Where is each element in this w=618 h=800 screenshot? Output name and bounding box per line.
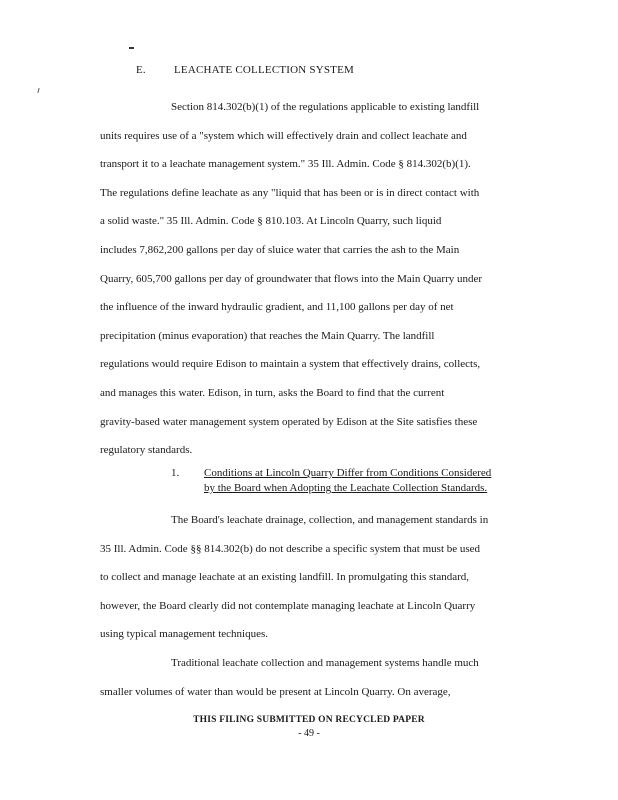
text-line: a solid waste." 35 Ill. Admin. Code § 810.103. At Lincoln Quarry, such liquid <box>100 215 442 228</box>
section-heading <box>136 64 354 76</box>
section-number: E. <box>136 64 146 76</box>
scan-mark <box>37 88 39 93</box>
text-line: transport it to a leachate management system." 35 Ill. Admin. Code § 814.302(b)(1). <box>100 158 471 171</box>
text-line: smaller volumes of water than would be present at Lincoln Quarry. On average, <box>100 685 451 698</box>
recycled-paper-notice: THIS FILING SUBMITTED ON RECYCLED PAPER <box>193 715 425 725</box>
subsection-title <box>204 466 534 496</box>
subsection-title-line: Conditions at Lincoln Quarry Differ from Conditions Considered <box>204 467 492 479</box>
text-line: however, the Board clearly did not contemplate managing leachate at Lincoln Quarry <box>100 599 476 612</box>
text-line: The Board's leachate drainage, collection, and management standards in <box>171 514 489 526</box>
text-line: using typical management techniques. <box>100 628 269 641</box>
text-line: includes 7,862,200 gallons per day of sluice water that carries the ash to the Main <box>100 243 460 256</box>
text-line: Traditional leachate collection and management systems handle much <box>171 657 479 669</box>
page-number: - 49 - <box>298 728 320 739</box>
text-line: Quarry, 605,700 gallons per day of groundwater that flows into the Main Quarry under <box>100 272 483 285</box>
text-line: gravity-based water management system operated by Edison at the Site satisfies these <box>100 415 478 428</box>
text-line: precipitation (minus evaporation) that reaches the Main Quarry. The landfill <box>100 329 435 342</box>
text-line: Section 814.302(b)(1) of the regulations applicable to existing landfill <box>171 101 480 113</box>
text-line: and manages this water. Edison, in turn, asks the Board to find that the current <box>100 386 445 399</box>
section-title: LEACHATE COLLECTION SYSTEM <box>174 64 354 76</box>
text-line: regulations would require Edison to maintain a system that effectively drains, collects, <box>100 358 481 371</box>
text-line: regulatory standards. <box>100 444 193 457</box>
text-line: The regulations define leachate as any "liquid that has been or is in direct contact with <box>100 186 480 199</box>
text-line: to collect and manage leachate at an existing landfill. In promulgating this standard, <box>100 571 469 584</box>
text-line: 35 Ill. Admin. Code §§ 814.302(b) do not describe a specific system that must be used <box>100 542 481 555</box>
paragraph-2 <box>100 506 530 649</box>
paragraph-3 <box>100 649 530 706</box>
subsection-number: 1. <box>171 467 180 479</box>
text-line: the influence of the inward hydraulic gradient, and 11,100 gallons per day of net <box>100 301 454 314</box>
subsection-title-line: by the Board when Adopting the Leachate Collection Standards. <box>204 482 488 494</box>
text-line: units requires use of a "system which will effectively drain and collect leachate and <box>100 129 467 142</box>
scan-mark <box>129 47 134 49</box>
paragraph-1 <box>100 93 530 465</box>
